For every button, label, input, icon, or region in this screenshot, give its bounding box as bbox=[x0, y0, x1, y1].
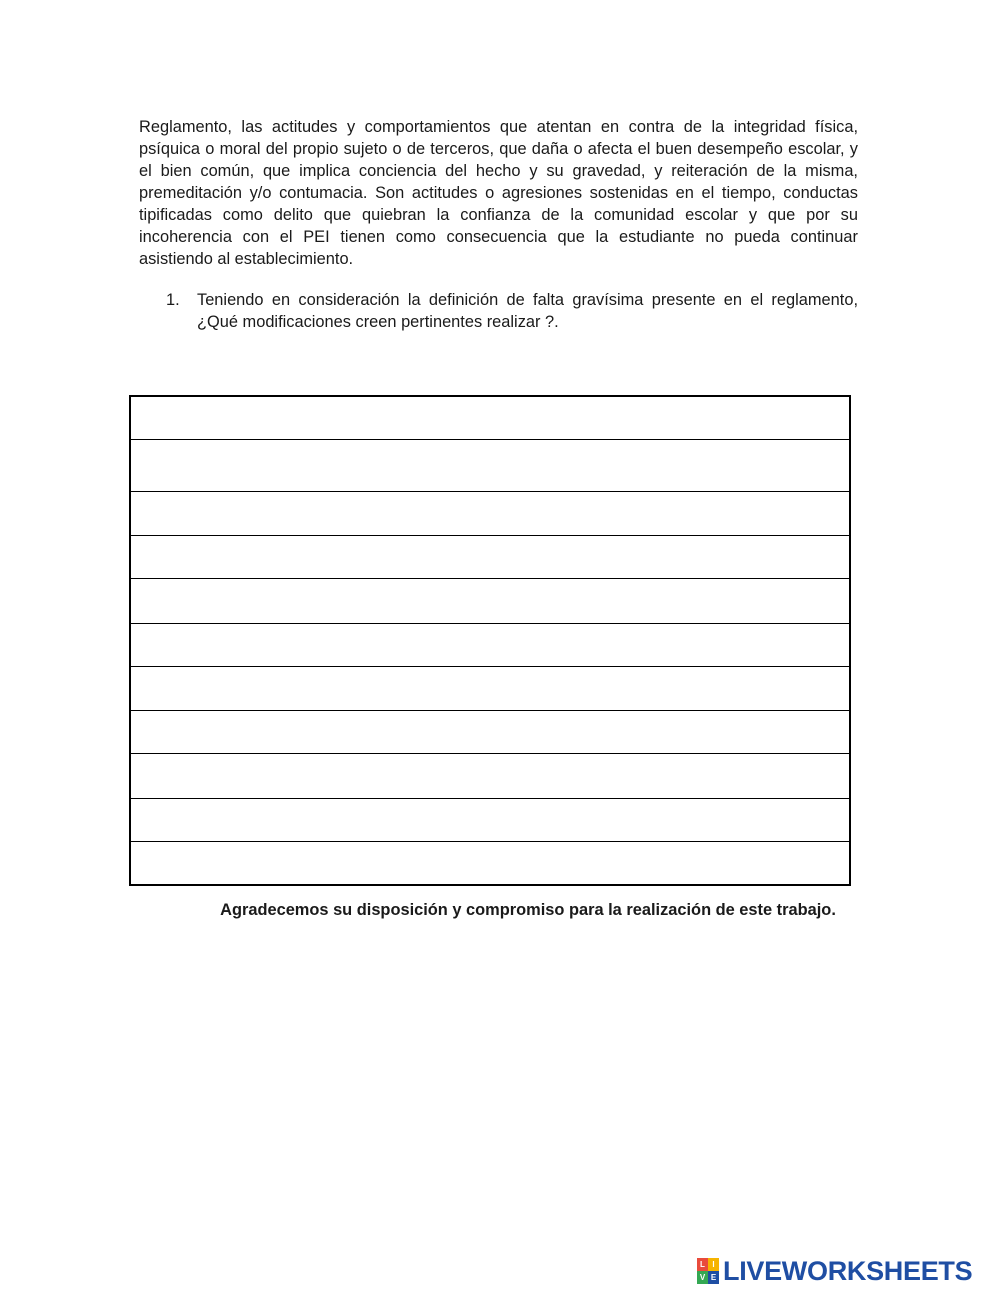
question-number: 1. bbox=[166, 291, 180, 309]
answer-row bbox=[130, 492, 850, 536]
answer-row bbox=[130, 711, 850, 754]
question-text: Teniendo en consideración la definición de falta gravísima presente en el reglamento, ¿Qué modificaciones creen pertinentes realizar ?. bbox=[197, 291, 858, 331]
logo-block-v: V bbox=[697, 1271, 708, 1284]
answer-cell[interactable] bbox=[130, 754, 850, 799]
logo-block-i: I bbox=[708, 1258, 719, 1271]
answer-row bbox=[130, 579, 850, 624]
intro-paragraph: Reglamento, las actitudes y comportamientos que atentan en contra de la integridad física, psíquica o moral del propio sujeto o de terceros, que daña o afecta el buen desempeño escolar, y el bien común, que implica conciencia del hecho y su gravedad, y reiteración de la misma, premeditación y/o contumacia. Son actitudes o agresiones sostenidas en el tiempo, conductas tipificadas como delito que quiebran la confianza de la comunidad escolar y que por su incoherencia con el PEI tienen como consecuencia que la estudiante no pueda continuar asistiendo al establecimiento. bbox=[139, 118, 858, 268]
answer-cell[interactable] bbox=[130, 842, 850, 886]
answer-row bbox=[130, 754, 850, 799]
answer-cell[interactable] bbox=[130, 440, 850, 492]
answer-row bbox=[130, 799, 850, 842]
answer-row bbox=[130, 842, 850, 886]
answer-row bbox=[130, 624, 850, 667]
answer-table bbox=[129, 395, 851, 886]
answer-row bbox=[130, 667, 850, 711]
answer-cell[interactable] bbox=[130, 799, 850, 842]
answer-cell[interactable] bbox=[130, 396, 850, 440]
logo-block-e: E bbox=[708, 1271, 719, 1284]
answer-row bbox=[130, 536, 850, 579]
answer-row bbox=[130, 440, 850, 492]
question-item bbox=[166, 289, 858, 333]
answer-cell[interactable] bbox=[130, 492, 850, 536]
liveworksheets-logo bbox=[697, 1255, 972, 1287]
answer-cell[interactable] bbox=[130, 536, 850, 579]
answer-row bbox=[130, 396, 850, 440]
answer-cell[interactable] bbox=[130, 624, 850, 667]
closing-message: Agradecemos su disposición y compromiso para la realización de este trabajo. bbox=[220, 901, 836, 919]
answer-cell[interactable] bbox=[130, 711, 850, 754]
logo-blocks-icon bbox=[697, 1258, 719, 1284]
answer-cell[interactable] bbox=[130, 667, 850, 711]
answer-cell[interactable] bbox=[130, 579, 850, 624]
logo-text: LIVEWORKSHEETS bbox=[723, 1255, 973, 1286]
logo-block-l: L bbox=[697, 1258, 708, 1271]
